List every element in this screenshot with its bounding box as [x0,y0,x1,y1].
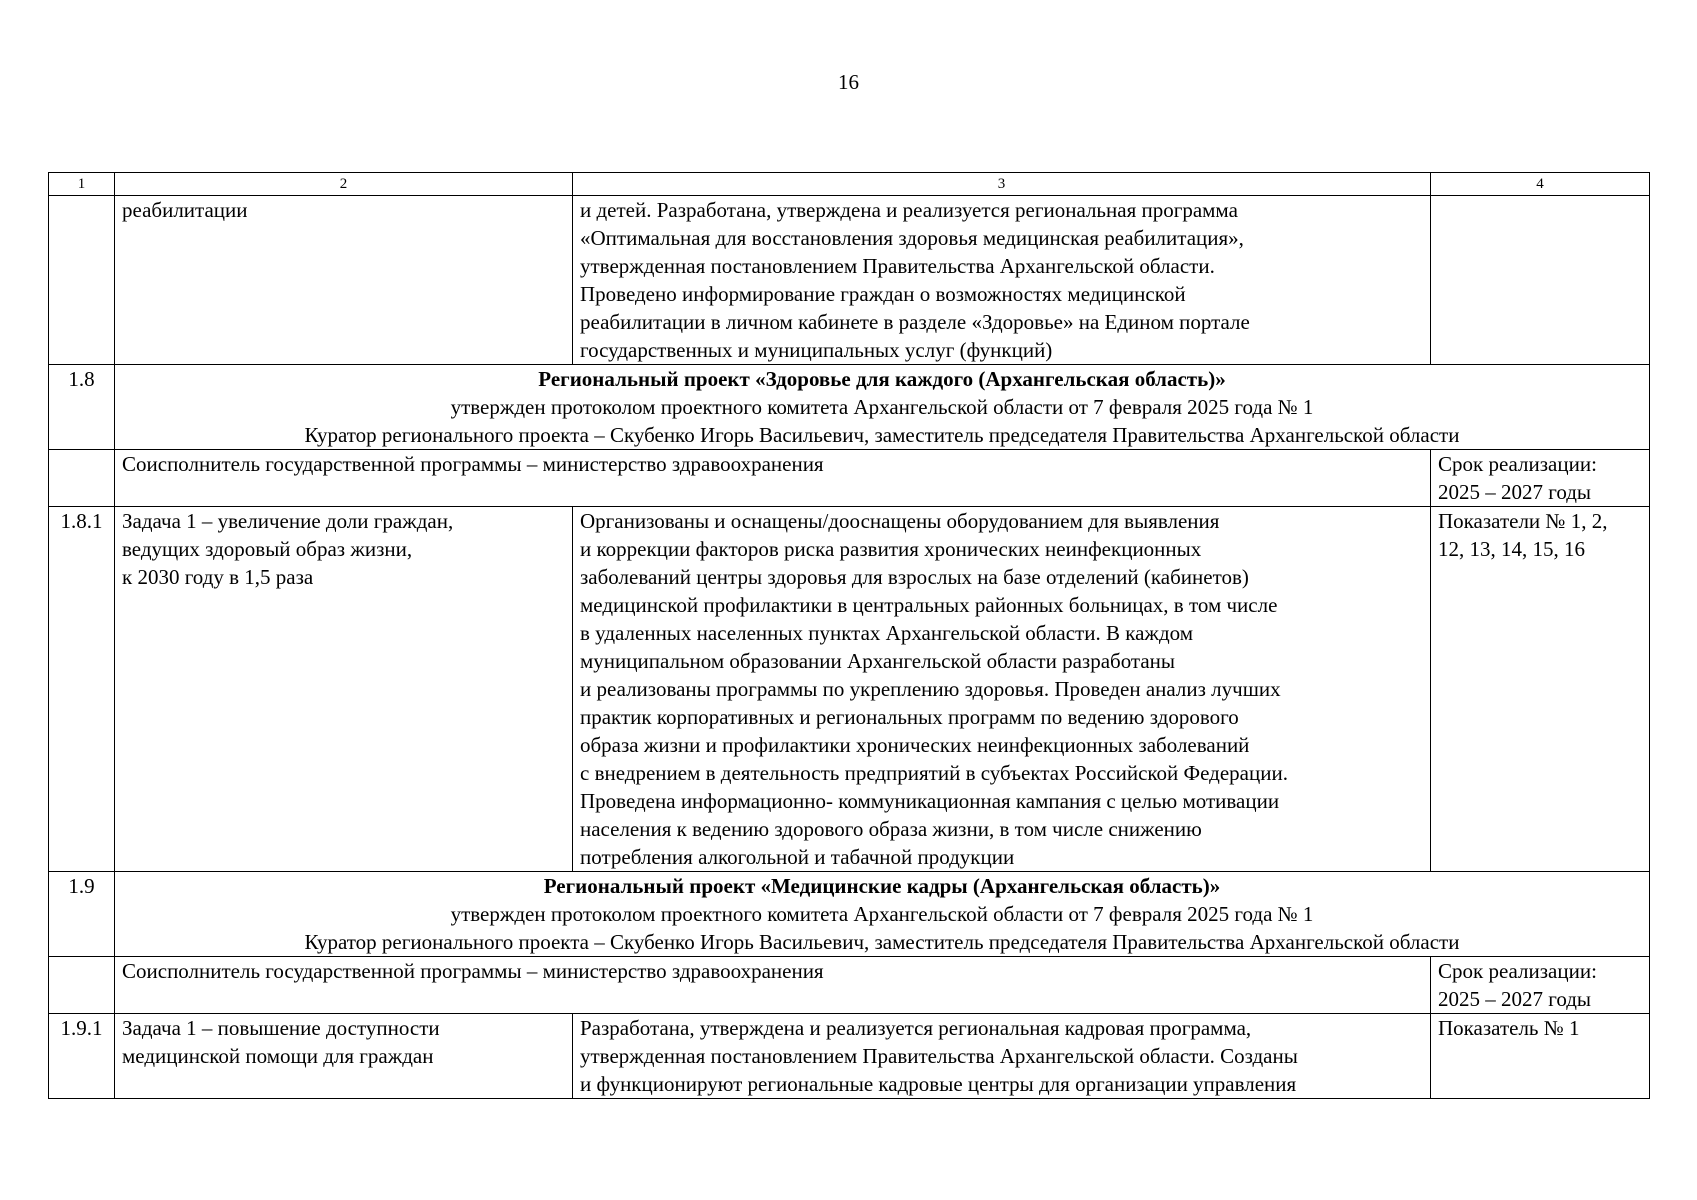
result-line: государственных и муниципальных услуг (функций) [580,338,1053,362]
project-title: Региональный проект «Здоровье для каждого (Архангельская область)» [538,367,1226,391]
project-header-row [49,872,1650,957]
row-number: 1.8 [49,365,115,450]
indicator-line: Показатели № 1, 2, [1438,509,1608,533]
task-line: Задача 1 – повышение доступности [122,1016,440,1040]
project-approval: утвержден протоколом проектного комитета Архангельской области от 7 февраля 2025 года № 1 [450,395,1314,419]
project-header-cell [115,365,1650,450]
result-line: потребления алкогольной и табачной продукции [580,845,1015,869]
indicator-line: 12, 13, 14, 15, 16 [1438,537,1585,561]
task-line: Задача 1 – увеличение доли граждан, [122,509,454,533]
indicator-cell [1431,196,1650,365]
period-line: 2025 – 2027 годы [1438,480,1592,504]
period-line: Срок реализации: [1438,452,1597,476]
result-cell [573,507,1431,872]
result-line: Проведена информационно- коммуникационная кампания с целью мотивации [580,789,1280,813]
result-line: утвержденная постановлением Правительства Архангельской области. [580,254,1215,278]
column-number: 3 [573,173,1431,196]
result-line: и коррекции факторов риска развития хронических неинфекционных [580,537,1202,561]
result-line: и детей. Разработана, утверждена и реализуется региональная программа [580,198,1238,222]
task-row [49,507,1650,872]
result-line: населения к ведению здорового образа жизни, в том числе снижению [580,817,1202,841]
column-number: 1 [49,173,115,196]
coexecutor-cell [115,957,1431,1014]
indicator-line: Показатель № 1 [1438,1016,1580,1040]
coexecutor-row [49,957,1650,1014]
column-number: 4 [1431,173,1650,196]
column-number: 2 [115,173,573,196]
coexecutor-text: Соисполнитель государственной программы – министерство здравоохранения [122,959,824,983]
project-approval: утвержден протоколом проектного комитета Архангельской области от 7 февраля 2025 года № 1 [450,902,1314,926]
task-line: к 2030 году в 1,5 раза [122,565,314,589]
row-number: 1.9 [49,872,115,957]
continuation-row [49,196,1650,365]
task-cell [115,196,573,365]
row-number-cell [49,450,115,507]
result-line: Проведено информирование граждан о возможностях медицинской [580,282,1186,306]
row-number-cell [49,957,115,1014]
project-header-cell [115,872,1650,957]
period-line: Срок реализации: [1438,959,1597,983]
task-line: медицинской помощи для граждан [122,1044,434,1068]
project-title: Региональный проект «Медицинские кадры (Архангельская область)» [543,874,1221,898]
column-number-row [49,173,1650,196]
task-line: ведущих здоровый образ жизни, [122,537,413,561]
task-cell [115,1014,573,1099]
result-line: образа жизни и профилактики хронических неинфекционных заболеваний [580,733,1250,757]
result-line: Организованы и оснащены/дооснащены оборудованием для выявления [580,509,1220,533]
result-line: муниципальном образовании Архангельской области разработаны [580,649,1176,673]
result-line: с внедрением в деятельность предприятий в субъектах Российской Федерации. [580,761,1288,785]
coexecutor-row [49,450,1650,507]
row-number: 1.9.1 [49,1014,115,1099]
row-number-cell [49,196,115,365]
row-number: 1.8.1 [49,507,115,872]
result-line: и функционируют региональные кадровые центры для организации управления [580,1072,1297,1096]
period-cell [1431,957,1650,1014]
indicator-cell [1431,1014,1650,1099]
page-number: 16 [838,70,859,94]
project-curator: Куратор регионального проекта – Скубенко Игорь Васильевич, заместитель председателя Правительства Архангельской области [304,423,1460,447]
task-row [49,1014,1650,1099]
coexecutor-cell [115,450,1431,507]
task-text: реабилитации [122,198,248,222]
result-line: практик корпоративных и региональных программ по ведению здорового [580,705,1239,729]
project-curator: Куратор регионального проекта – Скубенко Игорь Васильевич, заместитель председателя Правительства Архангельской области [304,930,1460,954]
period-cell [1431,450,1650,507]
program-table [48,172,1650,1099]
result-line: заболеваний центры здоровья для взрослых на базе отделений (кабинетов) [580,565,1249,589]
result-line: медицинской профилактики в центральных районных больницах, в том числе [580,593,1278,617]
result-line: в удаленных населенных пунктах Архангельской области. В каждом [580,621,1194,645]
result-cell [573,1014,1431,1099]
project-header-row [49,365,1650,450]
result-line: «Оптимальная для восстановления здоровья медицинская реабилитация», [580,226,1244,250]
result-cell [573,196,1431,365]
result-line: реабилитации в личном кабинете в разделе «Здоровье» на Едином портале [580,310,1250,334]
result-line: и реализованы программы по укреплению здоровья. Проведен анализ лучших [580,677,1281,701]
result-line: Разработана, утверждена и реализуется региональная кадровая программа, [580,1016,1252,1040]
period-line: 2025 – 2027 годы [1438,987,1592,1011]
coexecutor-text: Соисполнитель государственной программы – министерство здравоохранения [122,452,824,476]
task-cell [115,507,573,872]
result-line: утвержденная постановлением Правительства Архангельской области. Созданы [580,1044,1298,1068]
indicator-cell [1431,507,1650,872]
